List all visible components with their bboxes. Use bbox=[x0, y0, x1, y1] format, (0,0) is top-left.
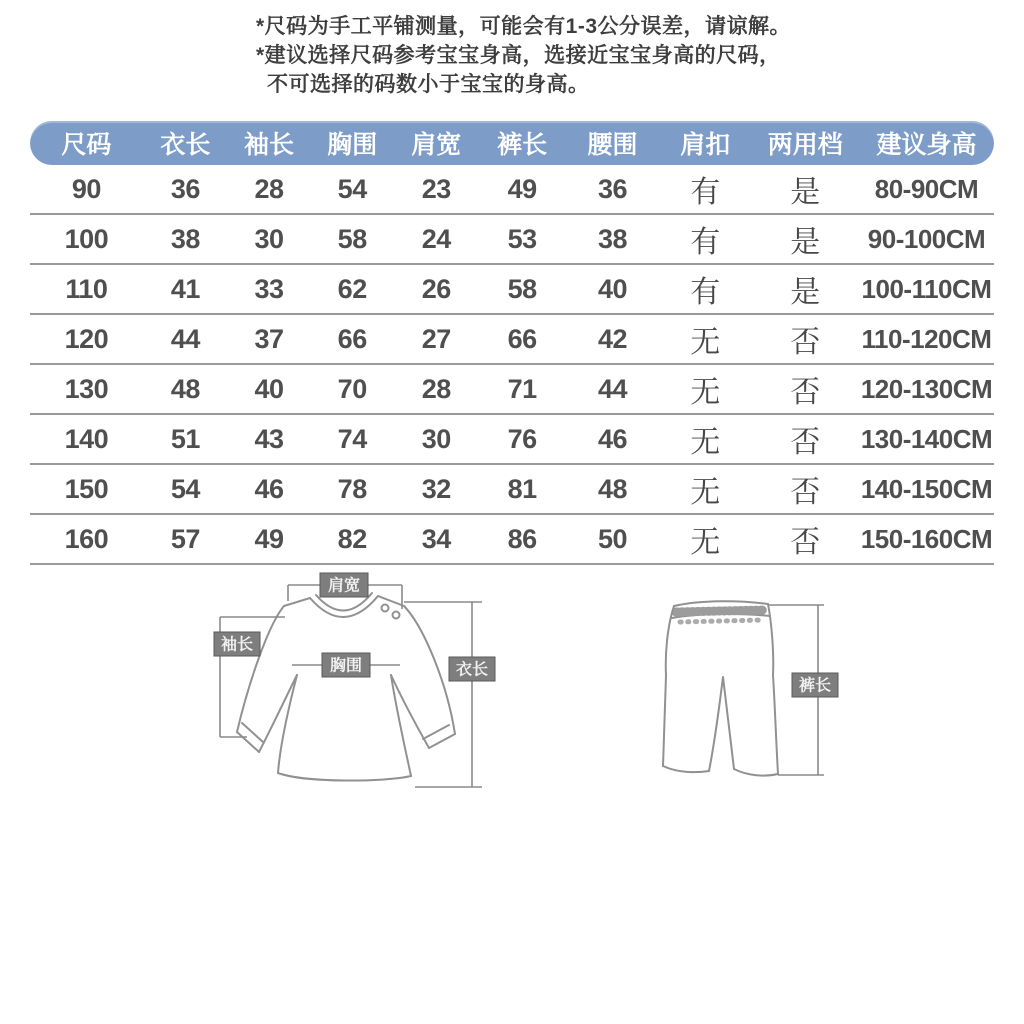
cell-dual-use-crotch: 否 bbox=[752, 365, 859, 415]
cell-size: 150 bbox=[30, 465, 143, 515]
cell-waist: 48 bbox=[566, 465, 659, 515]
cell-top-length: 38 bbox=[143, 215, 228, 265]
cell-pants-length: 49 bbox=[478, 165, 566, 215]
cell-height-range: 80-90CM bbox=[859, 165, 994, 215]
cell-dual-use-crotch: 是 bbox=[752, 165, 859, 215]
cell-shoulder-width: 23 bbox=[394, 165, 478, 215]
header-size: 尺码 bbox=[30, 121, 143, 165]
cell-size: 130 bbox=[30, 365, 143, 415]
table-row bbox=[30, 465, 994, 515]
cell-shoulder-button: 无 bbox=[659, 465, 752, 515]
cell-shoulder-button: 有 bbox=[659, 215, 752, 265]
cell-pants-length: 86 bbox=[478, 515, 566, 565]
note-line-3: 不可选择的码数小于宝宝的身高。 bbox=[267, 73, 590, 96]
cell-pants-length: 71 bbox=[478, 365, 566, 415]
measurement-diagrams bbox=[0, 565, 1024, 825]
size-table bbox=[30, 121, 994, 565]
cell-waist: 40 bbox=[566, 265, 659, 315]
cell-shoulder-width: 34 bbox=[394, 515, 478, 565]
cell-sleeve-length: 37 bbox=[228, 315, 310, 365]
cell-shoulder-width: 28 bbox=[394, 365, 478, 415]
garment-length-label: 衣长 bbox=[455, 661, 489, 679]
cell-size: 110 bbox=[30, 265, 143, 315]
cell-dual-use-crotch: 否 bbox=[752, 315, 859, 365]
cell-shoulder-button: 有 bbox=[659, 265, 752, 315]
cell-chest: 82 bbox=[310, 515, 394, 565]
cell-sleeve-length: 28 bbox=[228, 165, 310, 215]
dimension-labels bbox=[214, 573, 838, 697]
shoulder-button-icon bbox=[393, 612, 400, 619]
header-shoulder-button: 肩扣 bbox=[659, 121, 752, 165]
cell-shoulder-button: 无 bbox=[659, 515, 752, 565]
cell-waist: 50 bbox=[566, 515, 659, 565]
cell-chest: 58 bbox=[310, 215, 394, 265]
cell-size: 160 bbox=[30, 515, 143, 565]
shirt-drawing bbox=[237, 593, 455, 781]
cell-pants-length: 81 bbox=[478, 465, 566, 515]
cell-shoulder-button: 无 bbox=[659, 365, 752, 415]
cell-shoulder-width: 27 bbox=[394, 315, 478, 365]
cell-dual-use-crotch: 是 bbox=[752, 215, 859, 265]
pants-drawing bbox=[663, 601, 778, 775]
cell-height-range: 110-120CM bbox=[859, 315, 994, 365]
cell-waist: 46 bbox=[566, 415, 659, 465]
cell-chest: 54 bbox=[310, 165, 394, 215]
cell-height-range: 120-130CM bbox=[859, 365, 994, 415]
cell-sleeve-length: 49 bbox=[228, 515, 310, 565]
cell-shoulder-width: 26 bbox=[394, 265, 478, 315]
cell-sleeve-length: 33 bbox=[228, 265, 310, 315]
cell-height-range: 90-100CM bbox=[859, 215, 994, 265]
table-row bbox=[30, 515, 994, 565]
cell-dual-use-crotch: 否 bbox=[752, 515, 859, 565]
cell-top-length: 54 bbox=[143, 465, 228, 515]
header-dual-use-crotch: 两用档 bbox=[752, 121, 859, 165]
cell-size: 90 bbox=[30, 165, 143, 215]
cell-chest: 66 bbox=[310, 315, 394, 365]
table-row bbox=[30, 365, 994, 415]
cell-sleeve-length: 43 bbox=[228, 415, 310, 465]
shoulder-button-icon bbox=[382, 605, 389, 612]
cell-size: 140 bbox=[30, 415, 143, 465]
cell-top-length: 41 bbox=[143, 265, 228, 315]
sleeve-length-label: 袖长 bbox=[220, 636, 254, 654]
cell-size: 100 bbox=[30, 215, 143, 265]
cell-pants-length: 66 bbox=[478, 315, 566, 365]
cell-sleeve-length: 40 bbox=[228, 365, 310, 415]
cell-pants-length: 58 bbox=[478, 265, 566, 315]
cell-height-range: 150-160CM bbox=[859, 515, 994, 565]
note-line-2: *建议选择尺码参考宝宝身高，选接近宝宝身高的尺码， bbox=[256, 44, 781, 67]
cell-sleeve-length: 30 bbox=[228, 215, 310, 265]
shoulder-width-label: 肩宽 bbox=[327, 577, 361, 595]
cell-shoulder-button: 有 bbox=[659, 165, 752, 215]
cell-chest: 70 bbox=[310, 365, 394, 415]
header-height-range: 建议身高 bbox=[859, 121, 994, 165]
cell-dual-use-crotch: 是 bbox=[752, 265, 859, 315]
cell-waist: 38 bbox=[566, 215, 659, 265]
cell-shoulder-width: 24 bbox=[394, 215, 478, 265]
cell-pants-length: 53 bbox=[478, 215, 566, 265]
cell-top-length: 51 bbox=[143, 415, 228, 465]
cell-waist: 44 bbox=[566, 365, 659, 415]
cell-size: 120 bbox=[30, 315, 143, 365]
header-top-length: 衣长 bbox=[143, 121, 228, 165]
cell-height-range: 140-150CM bbox=[859, 465, 994, 515]
header-sleeve-length: 袖长 bbox=[228, 121, 310, 165]
header-pants-length: 裤长 bbox=[478, 121, 566, 165]
cell-waist: 42 bbox=[566, 315, 659, 365]
cell-height-range: 100-110CM bbox=[859, 265, 994, 315]
table-row bbox=[30, 215, 994, 265]
table-row bbox=[30, 165, 994, 215]
cell-sleeve-length: 46 bbox=[228, 465, 310, 515]
pants-length-label: 裤长 bbox=[798, 677, 832, 695]
diagram-svg bbox=[0, 565, 1024, 825]
cell-chest: 74 bbox=[310, 415, 394, 465]
cell-shoulder-width: 30 bbox=[394, 415, 478, 465]
cell-dual-use-crotch: 否 bbox=[752, 415, 859, 465]
measurement-notes bbox=[256, 12, 791, 99]
table-row bbox=[30, 265, 994, 315]
chest-label: 胸围 bbox=[329, 657, 363, 675]
cell-pants-length: 76 bbox=[478, 415, 566, 465]
note-line-1: *尺码为手工平铺测量，可能会有1-3公分误差，请谅解。 bbox=[256, 15, 792, 38]
table-row bbox=[30, 415, 994, 465]
cell-top-length: 36 bbox=[143, 165, 228, 215]
cell-top-length: 48 bbox=[143, 365, 228, 415]
header-waist: 腰围 bbox=[566, 121, 659, 165]
cell-chest: 78 bbox=[310, 465, 394, 515]
cell-dual-use-crotch: 否 bbox=[752, 465, 859, 515]
header-row bbox=[30, 121, 994, 165]
table-row bbox=[30, 315, 994, 365]
cell-height-range: 130-140CM bbox=[859, 415, 994, 465]
header-chest: 胸围 bbox=[310, 121, 394, 165]
cell-top-length: 44 bbox=[143, 315, 228, 365]
cell-shoulder-width: 32 bbox=[394, 465, 478, 515]
cell-waist: 36 bbox=[566, 165, 659, 215]
cell-chest: 62 bbox=[310, 265, 394, 315]
header-shoulder-width: 肩宽 bbox=[394, 121, 478, 165]
cell-shoulder-button: 无 bbox=[659, 315, 752, 365]
cell-shoulder-button: 无 bbox=[659, 415, 752, 465]
cell-top-length: 57 bbox=[143, 515, 228, 565]
